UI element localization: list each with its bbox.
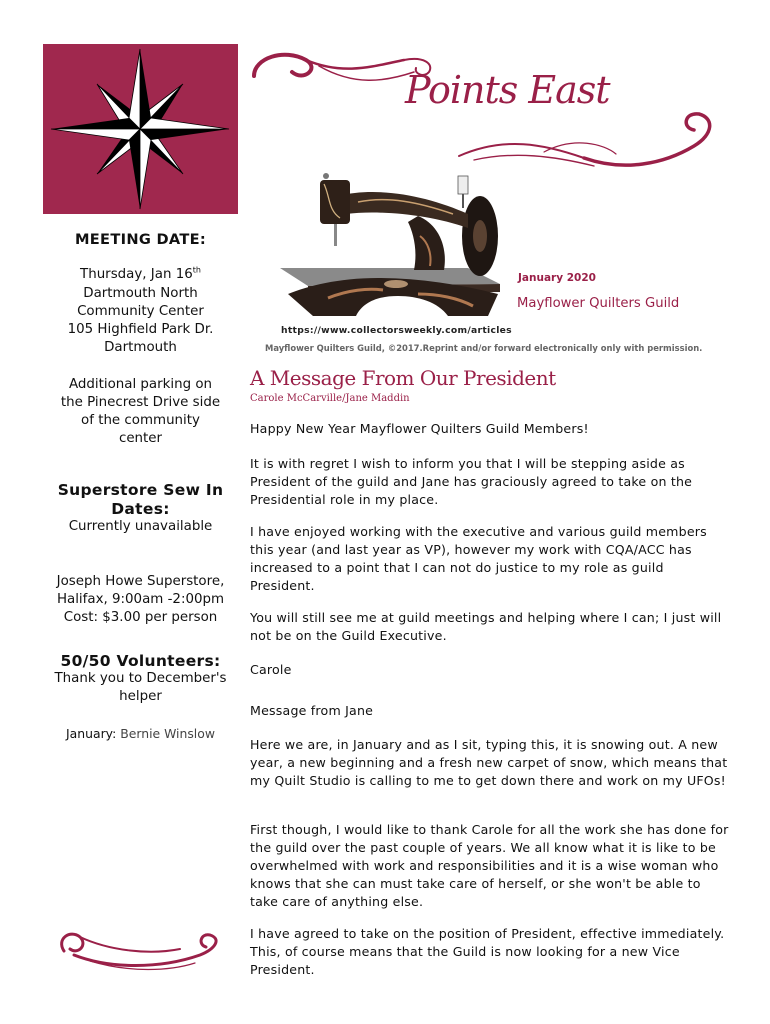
volunteers-thanks: helper [119, 689, 162, 704]
article-paragraph: Here we are, in January and as I sit, typing this, it is snowing out. A new year, a new beginning and a fresh new carpet of snow, which means that my Quilt Studio is calling to me to get down there and work on my UFOs! [250, 737, 728, 788]
copyright-notice: Mayflower Quilters Guild, ©2017.Reprint and/or forward electronically only with permission. [265, 343, 703, 353]
compass-star-icon [43, 44, 238, 214]
meeting-day: Thursday, Jan 16th [80, 265, 201, 282]
volunteers-thanks: Thank you to December's [54, 671, 227, 686]
parking-note: center [118, 431, 163, 446]
meeting-address: 105 Highfield Park Dr. [67, 322, 214, 337]
article-subheading: Message from Jane [250, 703, 374, 718]
newsletter-title: Points East [405, 68, 610, 112]
sewing-machine-icon [268, 166, 513, 316]
parking-note: of the community [81, 413, 200, 428]
article-paragraph: I have enjoyed working with the executive and various guild members this year (and last year as VP), however my work with CQA/ACC has increased to a point that I can not do justice to my role as guild President. [250, 524, 707, 593]
volunteers-heading: 50/50 Volunteers: [60, 652, 221, 670]
meeting-date-heading: MEETING DATE: [74, 231, 207, 248]
superstore-cost: Cost: $3.00 per person [63, 610, 218, 625]
compass-logo-block [43, 44, 238, 214]
article-paragraph: You will still see me at guild meetings and helping where I can; I just will not be on the Guild Executive. [250, 610, 722, 643]
image-credit-link[interactable]: https://www.collectorsweekly.com/articles [281, 325, 512, 336]
article-paragraph: It is with regret I wish to inform you that I will be stepping aside as President of the guild and Jane has graciously agreed to take on the Presidential role in my place. [250, 456, 693, 507]
superstore-status: Currently unavailable [68, 519, 213, 534]
parking-note: Additional parking on [68, 377, 213, 392]
article-signature: Carole [250, 662, 292, 677]
parking-note: the Pinecrest Drive side [60, 395, 221, 410]
article-byline: Carole McCarville/Jane Maddin [250, 393, 410, 404]
superstore-heading: Superstore Sew In [57, 481, 224, 499]
issue-date: January 2020 [518, 272, 596, 284]
meeting-place: Dartmouth North [83, 286, 198, 301]
article-paragraph: First though, I would like to thank Carole for all the work she has done for the guild over the past couple of years. We all know what it is like to be overwhelmed with work and responsibilities and it is a wise woman who knows that she can must take care of herself, or she won't be able to take care of anything else. [250, 822, 729, 909]
guild-name: Mayflower Quilters Guild [517, 296, 680, 311]
flourish-swirl-icon [50, 925, 230, 985]
meeting-city: Dartmouth [104, 340, 177, 355]
sidebar [43, 44, 238, 1024]
volunteers-january: January: Bernie Winslow [66, 726, 215, 741]
meeting-place: Community Center [77, 304, 204, 319]
superstore-heading: Dates: [111, 500, 170, 518]
superstore-location: Halifax, 9:00am -2:00pm [56, 592, 225, 607]
article-paragraph: Happy New Year Mayflower Quilters Guild Members! [250, 421, 589, 436]
article-title: A Message From Our President [250, 366, 556, 390]
article-paragraph: I have agreed to take on the position of President, effective immediately. This, of course means that the Guild is now looking for a new Vice President. [250, 926, 725, 977]
superstore-location: Joseph Howe Superstore, [56, 574, 225, 589]
